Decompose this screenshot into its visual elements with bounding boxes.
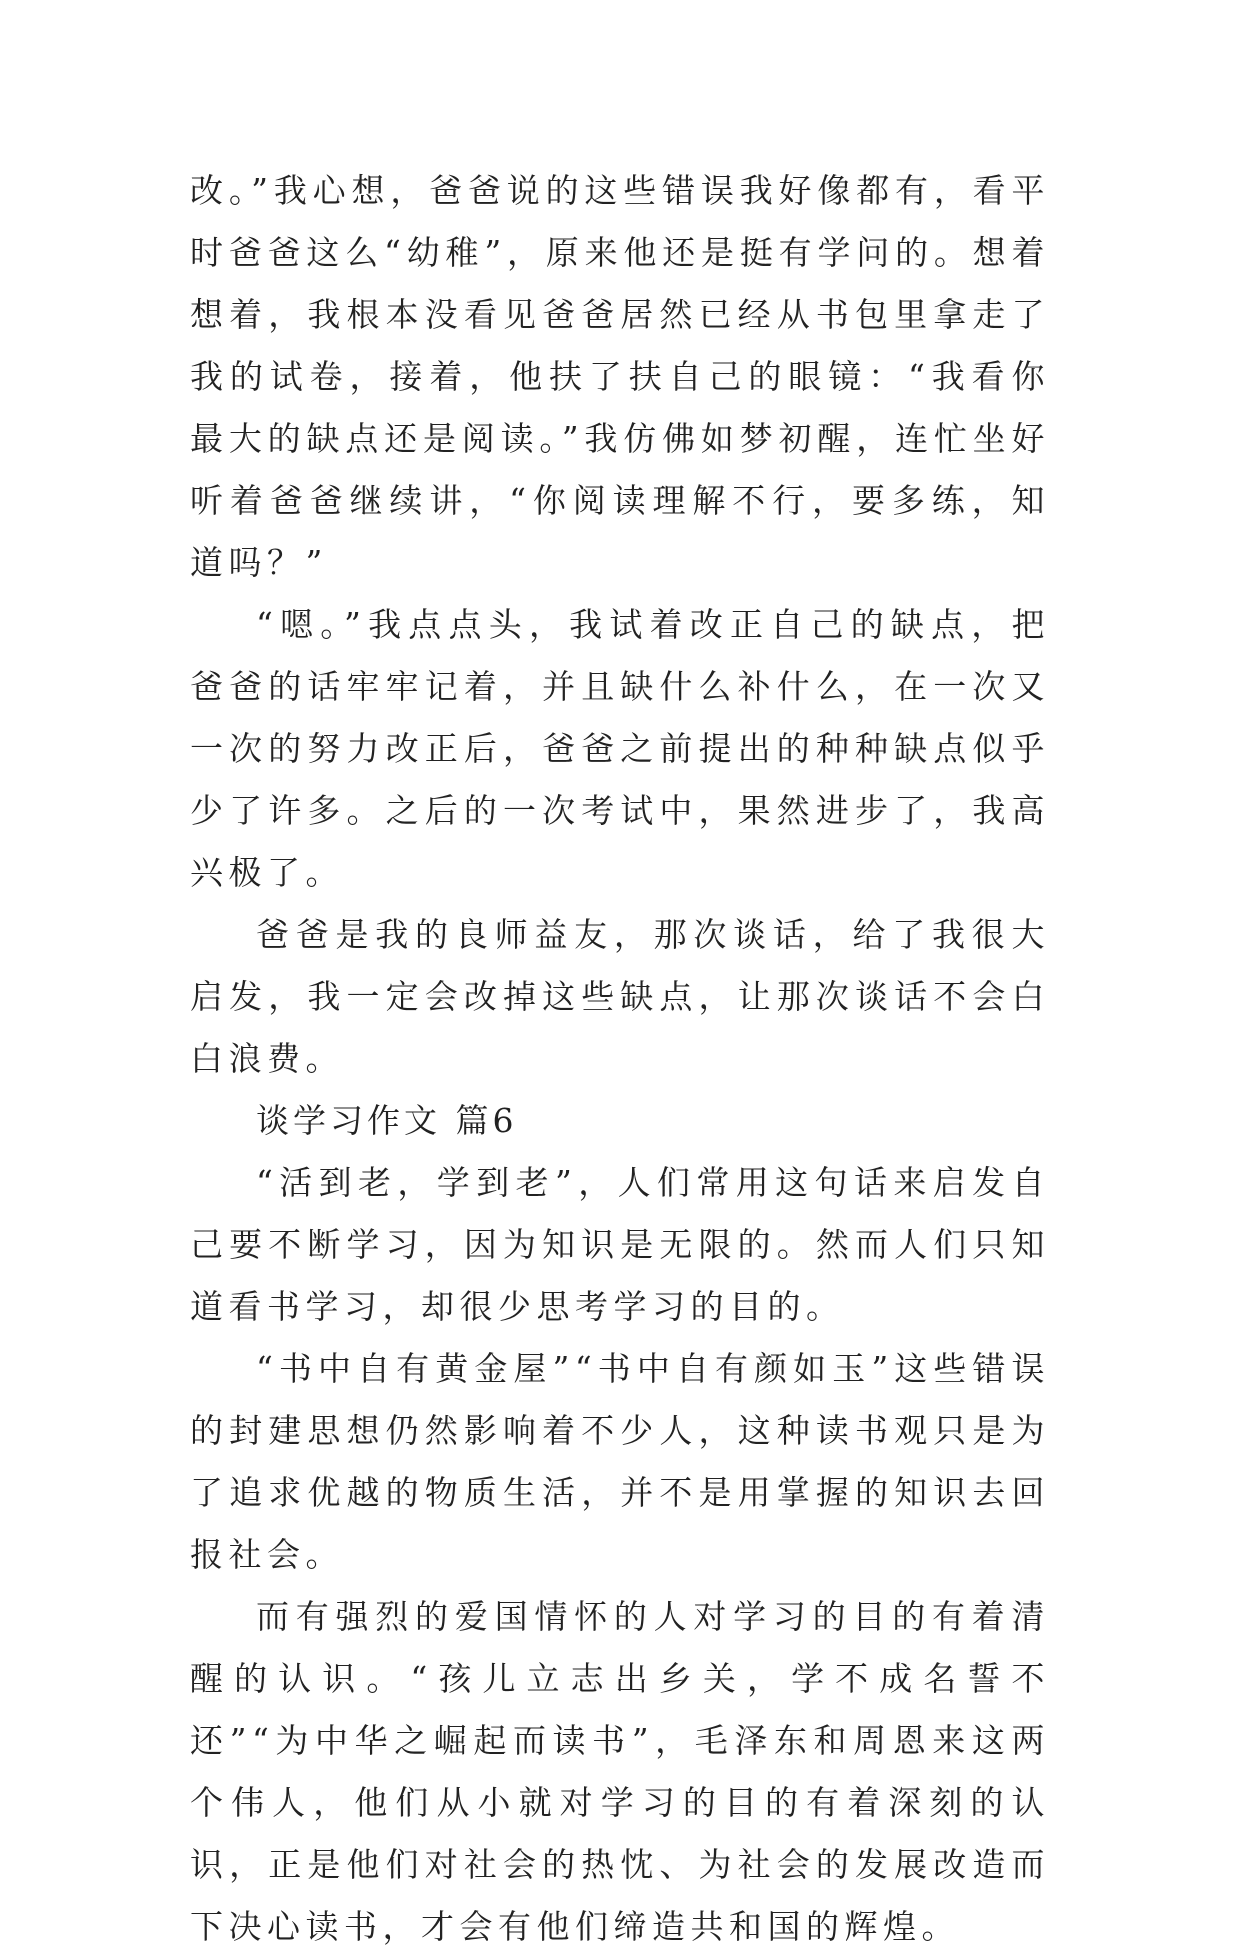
paragraph: “活到老，学到老”，人们常用这句话来启发自己要不断学习，因为知识是无限的。然而人们只知道看书学习，却很少思考学习的目的。 — [190, 1163, 1050, 1326]
section-heading: 谈学习作文 篇6 — [256, 1101, 518, 1140]
paragraph-continued: 改。”我心想，爸爸说的这些错误我好像都有，看平时爸爸这么“幼稚”，原来他还是挺有学问的。想着想着，我根本没看见爸爸居然已经从书包里拿走了我的试卷，接着，他扶了扶自己的眼镜：“我看你最大的缺点还是阅读。”我仿佛如梦初醒，连忙坐好听着爸爸继续讲，“你阅读理解不行，要多练，知道吗？” — [190, 171, 1050, 582]
paragraph: “嗯。”我点点头，我试着改正自己的缺点，把爸爸的话牢牢记着，并且缺什么补什么，在一次又一次的努力改正后，爸爸之前提出的种种缺点似乎少了许多。之后的一次考试中，果然进步了，我高兴极了。 — [190, 605, 1050, 892]
paragraph: “书中自有黄金屋”“书中自有颜如玉”这些错误的封建思想仍然影响着不少人，这种读书观只是为了追求优越的物质生活，并不是用掌握的知识去回报社会。 — [190, 1349, 1050, 1574]
paragraph: 爸爸是我的良师益友，那次谈话，给了我很大启发，我一定会改掉这些缺点，让那次谈话不会白白浪费。 — [190, 915, 1050, 1078]
document-body — [190, 160, 1050, 1958]
paragraph: 而有强烈的爱国情怀的人对学习的目的有着清醒的认识。“孩儿立志出乡关，学不成名誓不还”“为中华之崛起而读书”，毛泽东和周恩来这两个伟人，他们从小就对学习的目的有着深刻的认识，正是他们对社会的热忱、为社会的发展改造而下决心读书，才会有他们缔造共和国的辉煌。 — [190, 1597, 1050, 1946]
